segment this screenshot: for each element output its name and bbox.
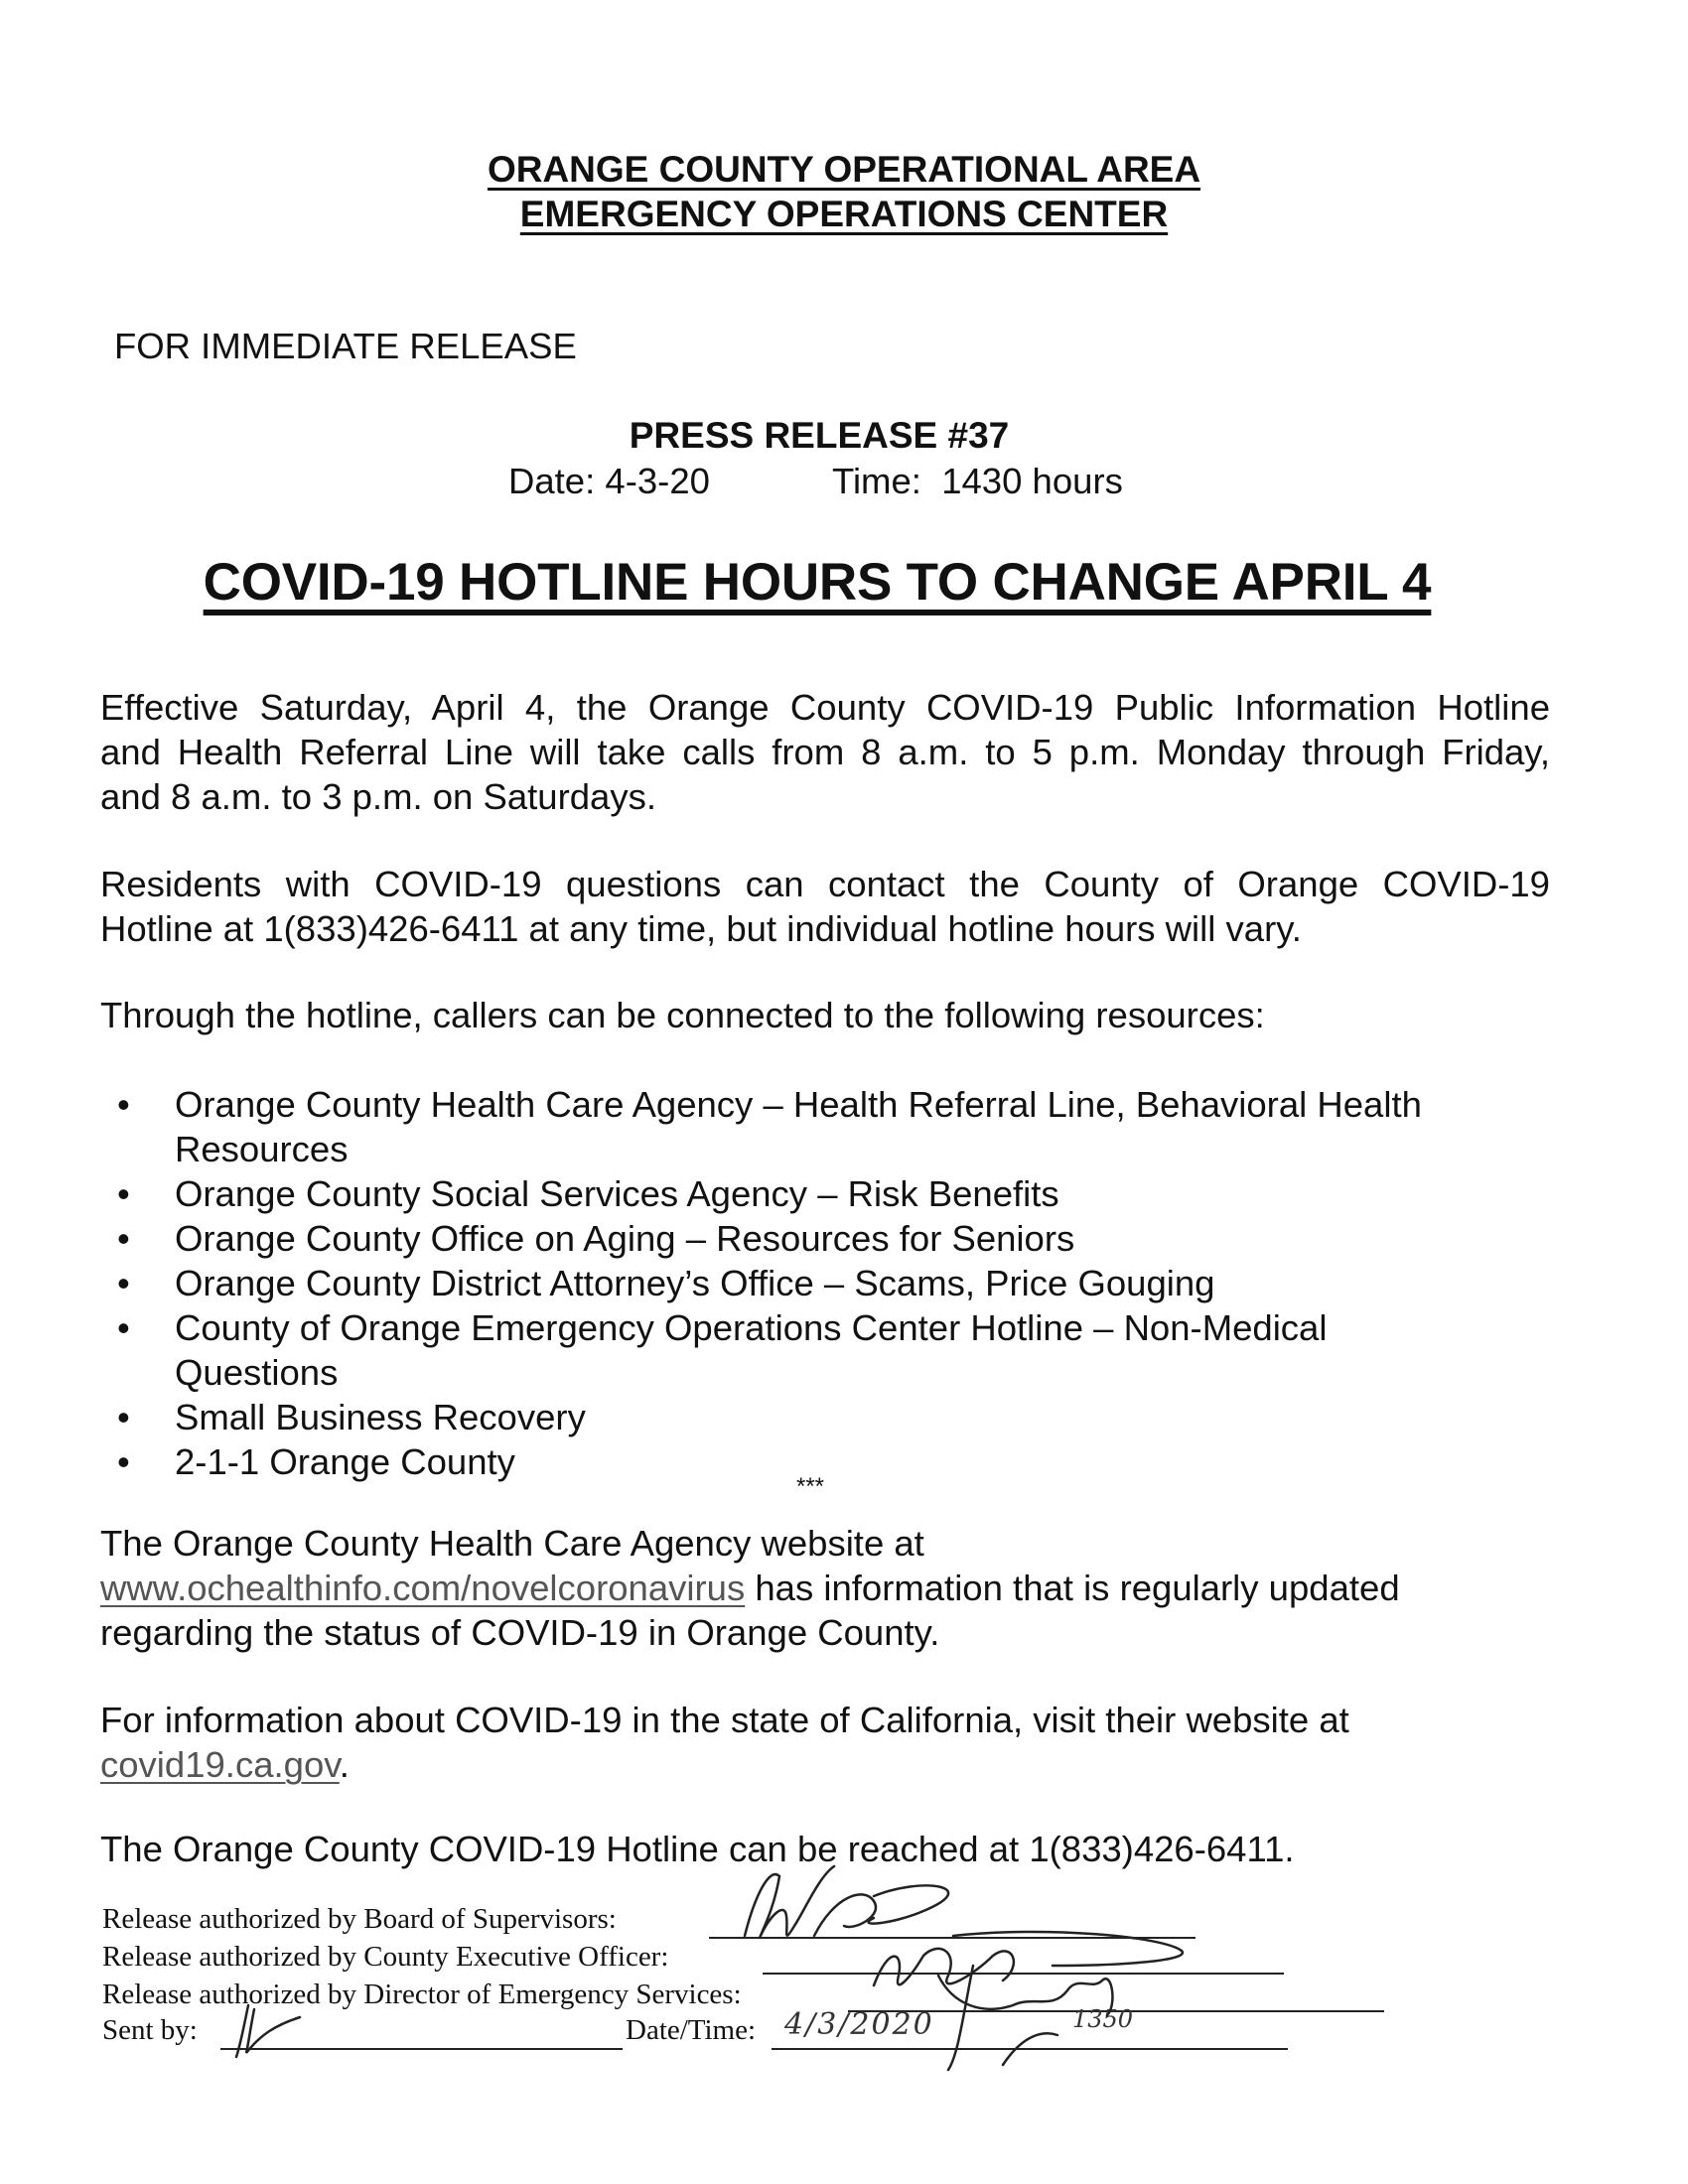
paragraph-line: www.ochealthinfo.com/novelcoronavirus has information that is regularly updated: [100, 1568, 1400, 1608]
hca-website-link[interactable]: www.ochealthinfo.com/novelcoronavirus: [100, 1568, 746, 1608]
list-item: • Orange County District Attorney’s Office – Scams, Price Gouging: [117, 1263, 1215, 1303]
separator: ***: [796, 1473, 825, 1500]
bullet-icon: •: [117, 1173, 130, 1214]
list-item: • Orange County Office on Aging – Resources for Seniors: [117, 1218, 1075, 1259]
release-type: FOR IMMEDIATE RELEASE: [114, 326, 577, 366]
bullet-icon: •: [117, 1397, 130, 1437]
bullet-icon: •: [117, 1263, 130, 1303]
list-item: • County of Orange Emergency Operations Center Hotline – Non-Medical Questions: [117, 1307, 1328, 1393]
handwritten-date: 4/3/2020: [784, 2007, 934, 2042]
time-label: Time:: [832, 461, 921, 501]
auth-board-label: Release authorized by Board of Supervisors:: [102, 1903, 617, 1935]
paragraph-line: covid19.ca.gov.: [100, 1744, 350, 1785]
list-item: • Small Business Recovery: [117, 1397, 586, 1437]
list-item: • Orange County Social Services Agency – Risk Benefits: [117, 1173, 1059, 1214]
time-value: 1430 hours: [941, 461, 1123, 501]
press-release-number: PRESS RELEASE #37: [629, 415, 1010, 456]
sent-by-label: Sent by:: [102, 2014, 198, 2046]
paragraph-hours: [100, 685, 1550, 819]
handwritten-time: 1350: [1072, 2005, 1134, 2033]
paragraph-line: Through the hotline, callers can be connected to the following resources:: [100, 995, 1265, 1035]
list-item: • 2-1-1 Orange County: [117, 1441, 515, 1482]
bullet-icon: •: [117, 1218, 130, 1259]
bullet-icon: •: [117, 1084, 130, 1125]
headline: COVID-19 HOTLINE HOURS TO CHANGE APRIL 4: [203, 553, 1432, 612]
paragraph-line: Effective Saturday, April 4, the Orange County COVID-19 Public Information Hotline: [100, 687, 1550, 728]
bullet-icon: •: [117, 1307, 130, 1348]
signature-scribbles-icon: [725, 1856, 1321, 2075]
paragraph-line: and 8 a.m. to 3 p.m. on Saturdays.: [100, 776, 656, 817]
paragraph-line: regarding the status of COVID-19 in Orange County.: [100, 1612, 940, 1653]
paragraph-hca-website: [100, 1521, 1550, 1655]
ca-website-link[interactable]: covid19.ca.gov: [100, 1744, 340, 1785]
paragraph-line: and Health Referral Line will take calls from 8 a.m. to 5 p.m. Monday through Friday,: [100, 732, 1550, 772]
paragraph-line: Hotline at 1(833)426-6411 at any time, but individual hotline hours will vary.: [100, 908, 1302, 949]
date-label: Date:: [508, 461, 596, 501]
paragraph-line: The Orange County Health Care Agency website at: [100, 1523, 924, 1564]
bullet-icon: •: [117, 1441, 130, 1482]
press-release-date: [508, 459, 710, 503]
list-item: • Orange County Health Care Agency – Health Referral Line, Behavioral Health Resources: [117, 1084, 1422, 1169]
paragraph-resources-intro: [100, 993, 1550, 1037]
paragraph-ca-website: [100, 1698, 1550, 1787]
datetime-label: Date/Time:: [626, 2014, 757, 2046]
press-release-time: [832, 459, 1123, 503]
paragraph-line: For information about COVID-19 in the state of California, visit their website at: [100, 1700, 1349, 1740]
org-name-line-2: EMERGENCY OPERATIONS CENTER: [519, 194, 1169, 234]
org-name-line-1: ORANGE COUNTY OPERATIONAL AREA: [487, 149, 1201, 190]
date-value: 4-3-20: [605, 461, 710, 501]
paragraph-line: The Orange County COVID-19 Hotline can be reached at 1(833)426-6411.: [100, 1829, 1295, 1869]
paragraph-line: Residents with COVID-19 questions can contact the County of Orange COVID-19: [100, 864, 1550, 904]
sent-by-signature-icon: [230, 1995, 350, 2065]
paragraph-contact: [100, 862, 1550, 951]
auth-director-label: Release authorized by Director of Emergency Services:: [102, 1979, 742, 2010]
resources-list: [117, 1082, 1422, 1484]
auth-ceo-label: Release authorized by County Executive Officer:: [102, 1941, 669, 1973]
